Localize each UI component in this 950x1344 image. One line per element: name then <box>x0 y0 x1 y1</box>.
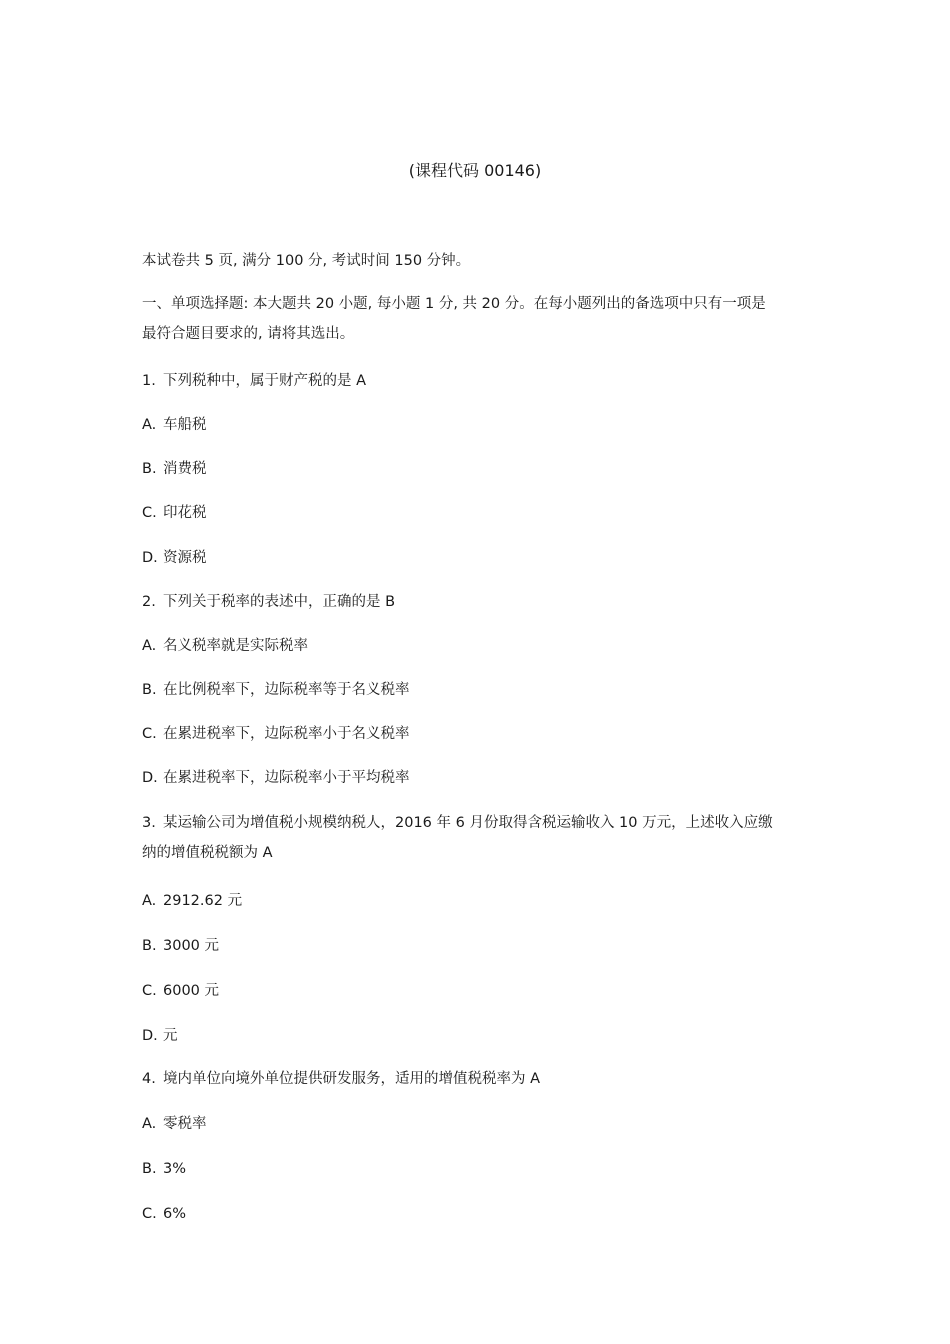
option-text: 名义税率就是实际税率 <box>163 638 308 654</box>
question-number: 4. <box>142 1071 156 1087</box>
question-4-option-a <box>142 1113 822 1135</box>
option-text: 在累进税率下，边际税率小于名义税率 <box>163 726 410 742</box>
option-text: 零税率 <box>163 1116 207 1132</box>
question-3 <box>142 812 822 834</box>
option-text: 印花税 <box>163 505 207 521</box>
option-label: C. <box>142 1206 157 1222</box>
option-label: B. <box>142 682 157 698</box>
option-label: A. <box>142 638 157 654</box>
question-3-option-a <box>142 890 822 912</box>
question-1-option-a <box>142 414 822 436</box>
question-2 <box>142 591 822 613</box>
question-3-option-d <box>142 1025 822 1047</box>
question-2-option-c <box>142 723 822 745</box>
question-1-option-d <box>142 547 822 569</box>
option-text: 资源税 <box>163 550 207 566</box>
question-2-option-d <box>142 767 822 789</box>
option-label: A. <box>142 893 157 909</box>
question-text: 下列关于税率的表述中，正确的是 B <box>163 594 396 610</box>
question-1-option-b <box>142 458 822 480</box>
option-text: 元 <box>163 1028 178 1044</box>
option-label: B. <box>142 461 157 477</box>
option-label: A. <box>142 1116 157 1132</box>
question-text-line1: 某运输公司为增值税小规模纳税人，2016 年 6 月份取得含税运输收入 10 万元，上述收入应缴 <box>163 815 773 831</box>
course-code: (课程代码 00146) <box>408 161 542 180</box>
question-1-option-c <box>142 502 822 524</box>
question-3-continued <box>142 842 822 864</box>
question-3-option-c <box>142 980 822 1002</box>
section-title-line2: 最符合题目要求的, 请将其选出。 <box>142 326 355 342</box>
option-label: D. <box>142 770 158 786</box>
option-label: A. <box>142 417 157 433</box>
option-label: B. <box>142 938 157 954</box>
option-text: 消费税 <box>163 461 207 477</box>
option-text: 3000 元 <box>163 938 220 954</box>
option-text: 车船税 <box>163 417 207 433</box>
option-label: C. <box>142 726 157 742</box>
option-label: B. <box>142 1161 157 1177</box>
exam-info: 本试卷共 5 页, 满分 100 分, 考试时间 150 分钟。 <box>142 253 471 269</box>
option-text: 在比例税率下，边际税率等于名义税率 <box>163 682 410 698</box>
question-text: 下列税种中，属于财产税的是 A <box>163 373 367 389</box>
question-number: 3. <box>142 815 156 831</box>
option-label: D. <box>142 550 158 566</box>
question-1 <box>142 370 822 392</box>
question-number: 2. <box>142 594 156 610</box>
question-text-line2: 纳的增值税税额为 A <box>142 845 273 861</box>
option-text: 6000 元 <box>163 983 220 999</box>
question-4-option-c <box>142 1203 822 1225</box>
question-text: 境内单位向境外单位提供研发服务，适用的增值税税率为 A <box>163 1071 541 1087</box>
section-title-line1: 一、单项选择题: 本大题共 20 小题, 每小题 1 分, 共 20 分。在每小题列出的备选项中只有一项是 <box>142 296 766 312</box>
option-label: C. <box>142 505 157 521</box>
question-3-option-b <box>142 935 822 957</box>
question-2-option-b <box>142 679 822 701</box>
option-text: 在累进税率下，边际税率小于平均税率 <box>163 770 410 786</box>
option-text: 2912.62 元 <box>163 893 243 909</box>
option-label: C. <box>142 983 157 999</box>
question-4 <box>142 1068 822 1090</box>
question-4-option-b <box>142 1158 822 1180</box>
question-number: 1. <box>142 373 156 389</box>
option-label: D. <box>142 1028 158 1044</box>
option-text: 3% <box>163 1161 187 1177</box>
option-text: 6% <box>163 1206 187 1222</box>
question-2-option-a <box>142 635 822 657</box>
